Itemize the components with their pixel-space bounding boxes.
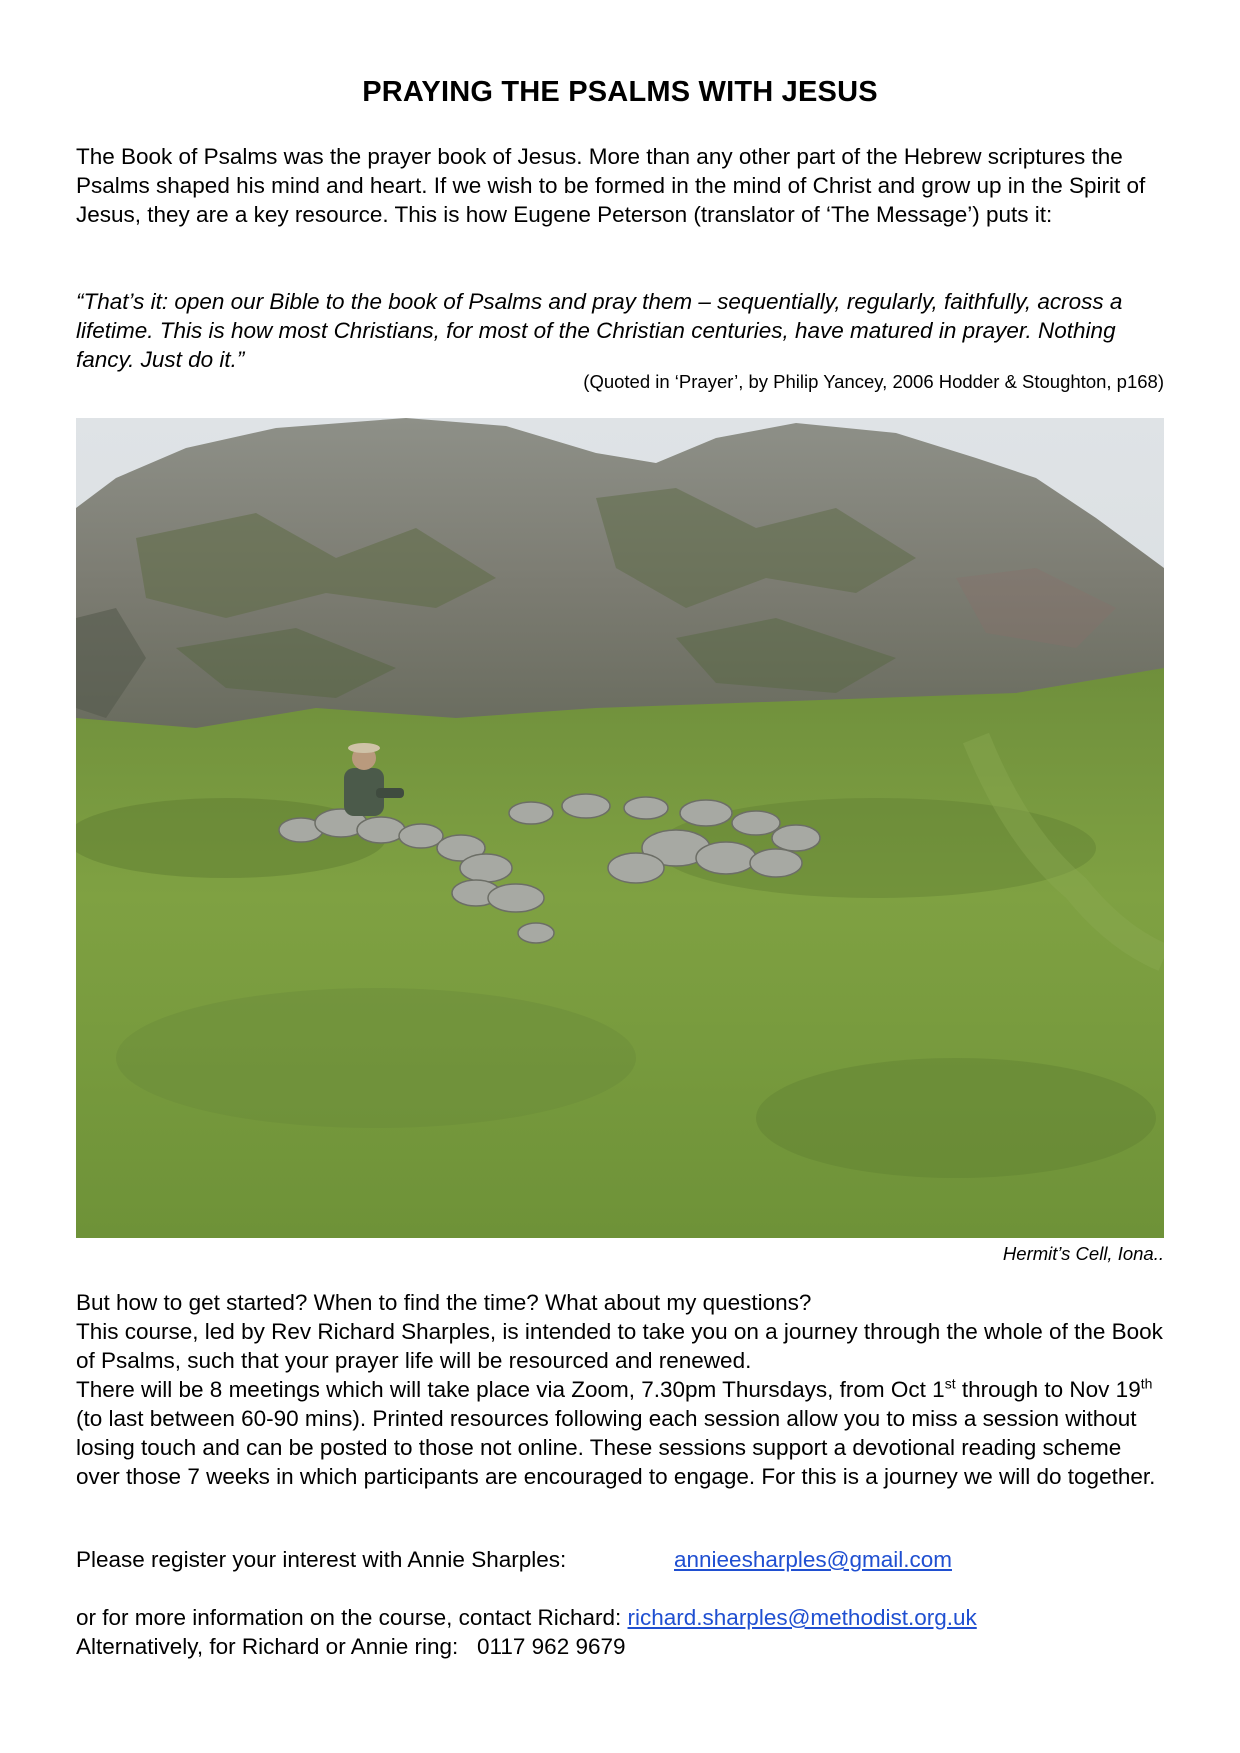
peterson-quote: “That’s it: open our Bible to the book of Psalms and pray them – sequentially, regularly, faithfully, across a lifetime. This is how most Christians, for most of the Christian centuries, have matured in prayer. Nothing fancy. Just do it.” [76, 289, 1123, 372]
course-description [76, 1288, 1164, 1491]
richard-email-link[interactable]: richard.sharples@methodist.org.uk [627, 1605, 977, 1630]
quote-citation: (Quoted in ‘Prayer’, by Philip Yancey, 2006 Hodder & Stoughton, p168) [583, 371, 1164, 392]
page-title: PRAYING THE PSALMS WITH JESUS [362, 76, 878, 108]
meeting-details: There will be 8 meetings which will take place via Zoom, 7.30pm Thursdays, from Oct 1st through to Nov 19th (to last between 60-90 mins). Printed resources following each session allow you to miss a session without losing touch and can be posted to those not online. These sessions support a devotional reading scheme over those 7 weeks in which participants are encouraged to engage. For this is a journey we will do together. [76, 1375, 1156, 1489]
annie-email-link[interactable]: annieesharples@gmail.com [674, 1547, 952, 1572]
phone-label: Alternatively, for Richard or Annie ring: [76, 1634, 459, 1659]
phone-line [76, 1632, 1164, 1661]
intro-paragraph: The Book of Psalms was the prayer book of Jesus. More than any other part of the Hebrew scriptures the Psalms shaped his mind and heart. If we wish to be formed in the mind of Christ and grow up in the Spirit of Jesus, they are a key resource. This is how Eugene Peterson (translator of ‘The Message’) puts it: [76, 144, 1146, 227]
contact-line [76, 1603, 1164, 1632]
phone-number: 0117 962 9679 [477, 1634, 626, 1659]
register-label: Please register your interest with Annie Sharples: [76, 1547, 567, 1572]
hermits-cell-photo [76, 418, 1164, 1238]
contact-label: or for more information on the course, contact Richard: [76, 1605, 628, 1630]
course-summary: This course, led by Rev Richard Sharples, is intended to take you on a journey through the whole of the Book of Psalms, such that your prayer life will be resourced and renewed. [76, 1319, 1163, 1373]
intro-questions: But how to get started? When to find the time? What about my questions? [76, 1290, 812, 1315]
photo-caption: Hermit’s Cell, Iona.. [1002, 1243, 1164, 1264]
register-line [76, 1545, 1164, 1574]
